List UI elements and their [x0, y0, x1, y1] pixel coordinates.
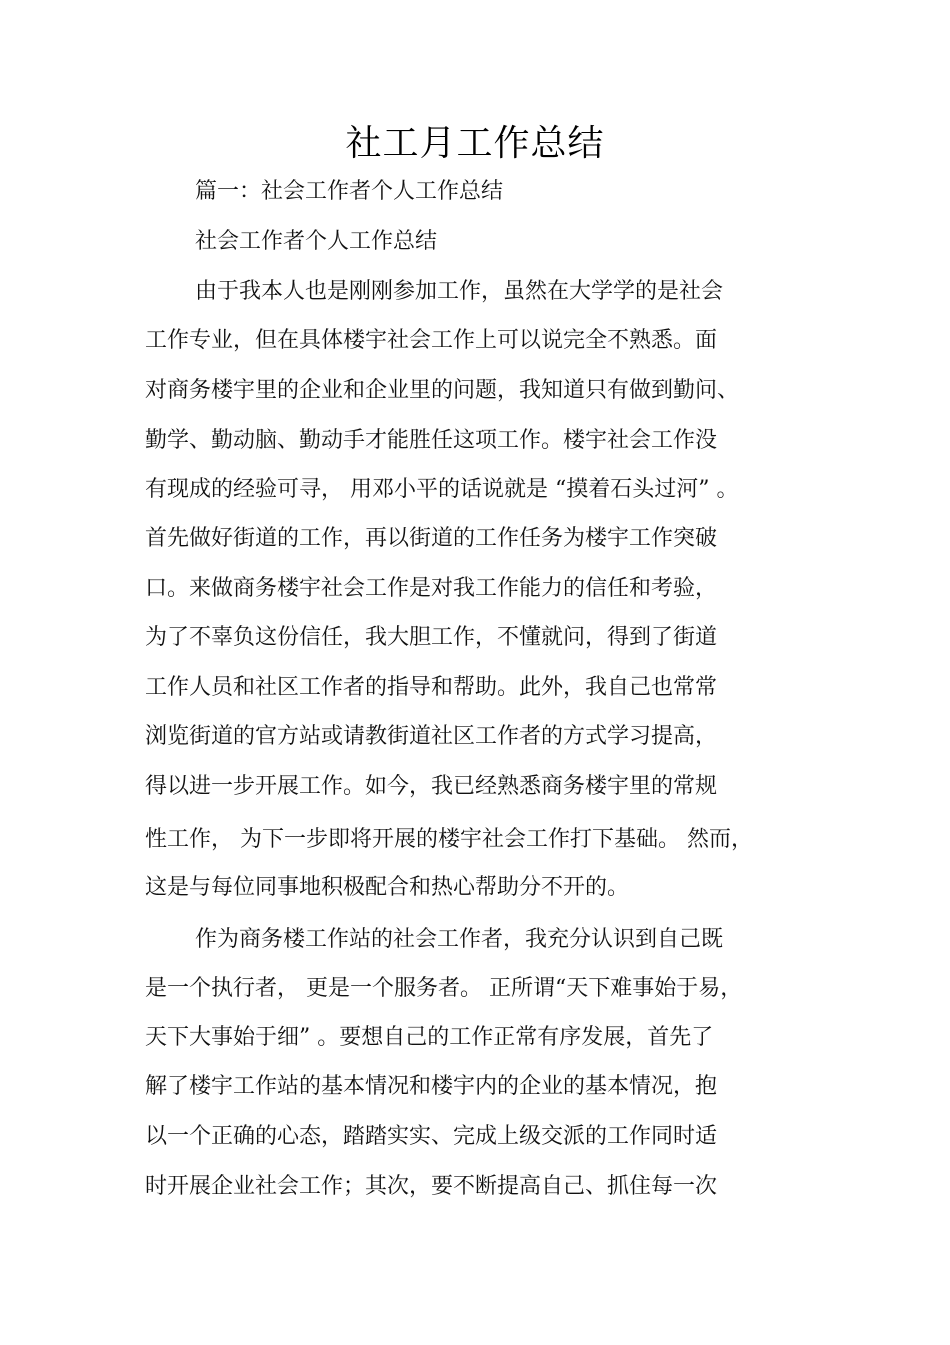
paragraph-line: 首先做好街道的工作，再以街道的工作任务为楼宇工作突破: [145, 526, 718, 551]
paragraph-line: 作为商务楼工作站的社会工作者，我充分认识到自己既: [195, 927, 724, 952]
paragraph-line: 这是与每位同事地积极配合和热心帮助分不开的。: [145, 875, 630, 900]
paragraph-line: 工作专业，但在具体楼宇社会工作上可以说完全不熟悉。面: [145, 328, 718, 353]
document-title: 社工月工作总结: [345, 123, 605, 164]
paragraph-line: 口。来做商务楼宇社会工作是对我工作能力的信任和考验，: [145, 576, 718, 601]
paragraph-line: 解了楼宇工作站的基本情况和楼宇内的企业的基本情况，抱: [145, 1074, 718, 1099]
paragraph-line: 为了不辜负这份信任，我大胆工作，不懂就问，得到了街道: [145, 625, 718, 650]
paragraph-line: 浏览街道的官方站或请教街道社区工作者的方式学习提高，: [145, 724, 718, 749]
paragraph-line: 有现成的经验可寻， 用邓小平的话说就是 “摸着石头过河” 。: [145, 477, 739, 502]
paragraph-line: 勤学、勤动脑、勤动手才能胜任这项工作。楼宇社会工作没: [145, 428, 718, 453]
section-heading: 社会工作者个人工作总结: [195, 229, 438, 254]
paragraph-line: 性工作， 为下一步即将开展的楼宇社会工作打下基础。 然而，: [145, 827, 753, 852]
paragraph-line: 对商务楼宇里的企业和企业里的问题，我知道只有做到勤问、: [145, 378, 740, 403]
paragraph-line: 天下大事始于细” 。要想自己的工作正常有序发展，首先了: [145, 1025, 714, 1050]
paragraph-line: 是一个执行者， 更是一个服务者。 正所谓“天下难事始于易，: [145, 976, 743, 1001]
subtitle: 篇一：社会工作者个人工作总结: [195, 179, 504, 204]
paragraph-line: 时开展企业社会工作；其次，要不断提高自己、抓住每一次: [145, 1174, 718, 1199]
paragraph-line: 以一个正确的心态，踏踏实实、完成上级交派的工作同时适: [145, 1124, 718, 1149]
paragraph-line: 由于我本人也是刚刚参加工作，虽然在大学学的是社会: [195, 279, 724, 304]
paragraph-line: 工作人员和社区工作者的指导和帮助。此外，我自己也常常: [145, 675, 718, 700]
paragraph-line: 得以进一步开展工作。如今，我已经熟悉商务楼宇里的常规: [145, 774, 718, 799]
